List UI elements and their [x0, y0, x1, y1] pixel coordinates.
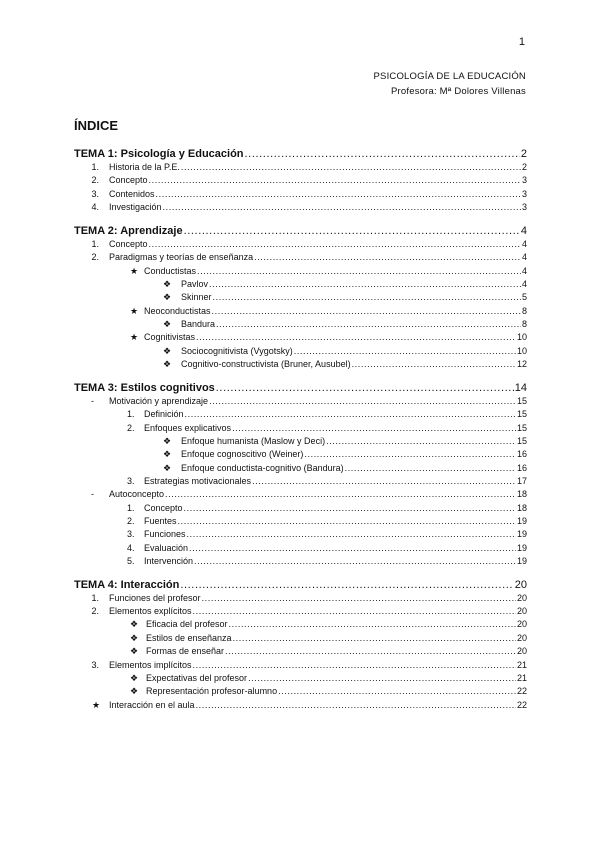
- toc-number: 2.: [91, 175, 99, 186]
- toc-text: TEMA 1: Psicología y Educación: [74, 148, 244, 160]
- toc-page: 5: [521, 292, 527, 303]
- star-icon: ★: [130, 265, 139, 276]
- toc-entry[interactable]: [74, 556, 527, 569]
- diamond-icon: ❖: [163, 462, 172, 473]
- toc-text: Estilos de enseñanza: [146, 632, 232, 643]
- toc-page: 22: [516, 699, 527, 710]
- toc-text: TEMA 4: Interacción: [74, 578, 180, 591]
- toc-text: Pavlov: [181, 278, 209, 289]
- teacher-header: Profesora: Mª Dolores Villenas: [390, 86, 526, 97]
- toc-entry[interactable]: [74, 449, 527, 462]
- toc-page: 3: [521, 202, 527, 213]
- dash-icon: -: [91, 489, 94, 500]
- toc-number: 1.: [91, 592, 99, 603]
- toc-entry[interactable]: [74, 436, 527, 449]
- toc-text: Historia de la P.E.: [109, 162, 180, 172]
- diamond-icon: ❖: [130, 646, 139, 657]
- toc-text: TEMA 2: Aprendizaje: [74, 224, 183, 237]
- toc-page: 15: [516, 409, 527, 420]
- toc-entry[interactable]: [74, 202, 527, 215]
- toc-text: Definición: [144, 409, 184, 420]
- star-icon: ★: [130, 305, 139, 316]
- toc-text: Contenidos: [109, 188, 155, 199]
- diamond-icon: ❖: [163, 435, 172, 446]
- diamond-icon: ❖: [163, 292, 172, 303]
- toc-entry[interactable]: [74, 503, 527, 516]
- toc-page: 3: [521, 175, 527, 186]
- toc-entry[interactable]: [74, 175, 527, 188]
- toc-text: Funciones del profesor: [109, 592, 201, 603]
- toc-entry[interactable]: [74, 700, 527, 713]
- toc-number: 3.: [91, 659, 99, 670]
- toc-page: 15: [516, 395, 527, 406]
- toc-entry[interactable]: [74, 306, 527, 319]
- toc-entry[interactable]: [74, 252, 527, 265]
- toc-text: Fuentes: [144, 515, 177, 526]
- toc-text: Autoconcepto: [109, 489, 165, 500]
- toc-text: Formas de enseñar: [146, 646, 225, 657]
- toc-page: 10: [516, 332, 527, 343]
- toc-tema-2[interactable]: [74, 225, 527, 239]
- toc-number: 2.: [91, 606, 99, 617]
- toc-entry[interactable]: [74, 646, 527, 659]
- toc-text: Intervención: [144, 555, 194, 566]
- toc-entry[interactable]: [74, 463, 527, 476]
- diamond-icon: ❖: [130, 672, 139, 683]
- toc-text: Estrategias motivacionales: [144, 475, 252, 486]
- toc-page: 20: [516, 606, 527, 617]
- toc-page: 8: [521, 318, 527, 329]
- toc-tema-1[interactable]: [74, 148, 527, 162]
- toc-text: Evaluación: [144, 542, 189, 553]
- toc-page: 18: [516, 489, 527, 500]
- toc-page: 20: [516, 592, 527, 603]
- toc-tema-3[interactable]: [74, 382, 527, 396]
- toc-page: 17: [516, 475, 527, 486]
- toc-text: Investigación: [109, 202, 162, 213]
- toc-text: Elementos implícitos: [109, 659, 192, 670]
- diamond-icon: ❖: [163, 358, 172, 369]
- toc-text: Enfoques explicativos: [144, 422, 232, 433]
- toc-text: Expectativas del profesor: [146, 672, 248, 683]
- toc-page: 12: [516, 358, 527, 369]
- toc-text: Paradigmas y teorías de enseñanza: [109, 252, 254, 263]
- diamond-icon: ❖: [130, 632, 139, 643]
- toc-entry[interactable]: [74, 346, 527, 359]
- toc-entry[interactable]: [74, 516, 527, 529]
- toc-page: 21: [516, 659, 527, 670]
- toc-number: 3.: [91, 188, 99, 199]
- toc-page: 19: [516, 515, 527, 526]
- toc-entry[interactable]: [74, 396, 527, 409]
- toc-page: 4: [521, 252, 527, 263]
- toc-page: 2: [520, 148, 527, 160]
- toc-text: Concepto: [144, 502, 183, 513]
- diamond-icon: ❖: [130, 686, 139, 697]
- toc-entry[interactable]: [74, 529, 527, 542]
- toc-page: 20: [516, 632, 527, 643]
- toc-entry[interactable]: [74, 619, 527, 632]
- toc-entry[interactable]: [74, 633, 527, 646]
- toc-entry[interactable]: [74, 319, 527, 332]
- toc-page: 15: [516, 435, 527, 446]
- toc-entry[interactable]: [74, 266, 527, 279]
- toc-page: 18: [516, 502, 527, 513]
- toc-number: 3.: [127, 529, 135, 540]
- toc-entry[interactable]: [74, 673, 527, 686]
- toc-page: 8: [521, 305, 527, 316]
- toc-number: 4.: [127, 542, 135, 553]
- toc-entry[interactable]: [74, 606, 527, 619]
- toc-page: 19: [516, 555, 527, 566]
- toc-entry[interactable]: [74, 593, 527, 606]
- toc-number: 1.: [127, 502, 135, 513]
- toc-text: Bandura: [181, 318, 216, 329]
- star-icon: ★: [130, 332, 139, 343]
- toc-page: 2: [521, 162, 527, 172]
- toc-page: 22: [516, 686, 527, 697]
- toc-page: 4: [521, 278, 527, 289]
- toc-text: Eficacia del profesor: [146, 619, 228, 630]
- toc-tema-4[interactable]: [74, 579, 527, 593]
- toc-text: Conductistas: [144, 265, 197, 276]
- toc-entry[interactable]: [74, 332, 527, 345]
- toc-text: Cognitivistas: [144, 332, 196, 343]
- toc-page: 15: [516, 422, 527, 433]
- toc-entry[interactable]: [74, 543, 527, 556]
- toc-text: Skinner: [181, 292, 212, 303]
- toc-text: Concepto: [109, 175, 148, 186]
- toc-entry[interactable]: [74, 489, 527, 502]
- toc-text: Representación profesor-alumno: [146, 686, 278, 697]
- toc-text: TEMA 3: Estilos cognitivos: [74, 381, 215, 394]
- toc-page: 4: [520, 224, 527, 237]
- toc-number: 1.: [127, 409, 135, 420]
- toc-page: 20: [516, 619, 527, 630]
- toc-entry[interactable]: [74, 409, 527, 422]
- diamond-icon: ❖: [130, 619, 139, 630]
- toc-text: Enfoque humanista (Maslow y Deci): [181, 435, 326, 446]
- toc-text: Enfoque cognoscitivo (Weiner): [181, 449, 304, 460]
- toc-page: 20: [514, 578, 527, 591]
- toc-text: Interacción en el aula: [109, 699, 195, 710]
- toc-entry[interactable]: [74, 239, 527, 252]
- toc-page: 10: [516, 345, 527, 356]
- toc-page: 19: [516, 542, 527, 553]
- index-title: ÍNDICE: [74, 118, 119, 133]
- toc-page: 14: [514, 381, 527, 394]
- toc-number: 4.: [91, 202, 99, 213]
- toc-number: 2.: [91, 252, 99, 263]
- toc-number: 1.: [91, 238, 99, 249]
- toc-page: 19: [516, 529, 527, 540]
- toc-number: 1.: [91, 162, 99, 172]
- toc-page: 3: [521, 188, 527, 199]
- toc-entry[interactable]: [74, 686, 527, 699]
- toc-entry[interactable]: [74, 423, 527, 436]
- toc-number: 2.: [127, 515, 135, 526]
- toc-text: Sociocognitivista (Vygotsky): [181, 345, 293, 356]
- toc-text: Enfoque conductista-cognitivo (Bandura): [181, 462, 344, 473]
- toc-entry[interactable]: [74, 476, 527, 489]
- toc-number: 5.: [127, 555, 135, 566]
- toc-number: 2.: [127, 422, 135, 433]
- toc-page: 4: [521, 265, 527, 276]
- toc-entry[interactable]: [74, 660, 527, 673]
- dash-icon: -: [91, 395, 94, 406]
- diamond-icon: ❖: [163, 449, 172, 460]
- diamond-icon: ❖: [163, 278, 172, 289]
- toc-page: 16: [516, 462, 527, 473]
- toc-number: 3.: [127, 475, 135, 486]
- toc-text: Cognitivo-constructivista (Bruner, Ausubel): [181, 358, 351, 369]
- diamond-icon: ❖: [163, 318, 172, 329]
- star-icon: ★: [92, 699, 101, 710]
- toc-page: 21: [516, 672, 527, 683]
- toc-entry[interactable]: [74, 292, 527, 305]
- toc-text: Funciones: [144, 529, 186, 540]
- toc-entry[interactable]: [74, 162, 527, 175]
- toc-entry[interactable]: [74, 359, 527, 372]
- toc-text: Neoconductistas: [144, 305, 211, 316]
- diamond-icon: ❖: [163, 345, 172, 356]
- toc-entry[interactable]: [74, 279, 527, 292]
- toc-text: Motivación y aprendizaje: [109, 395, 209, 406]
- toc-text: Elementos explícitos: [109, 606, 192, 617]
- page-number: 1: [518, 36, 525, 48]
- toc-entry[interactable]: [74, 189, 527, 202]
- toc-text: Concepto: [109, 238, 148, 249]
- toc-page: 16: [516, 449, 527, 460]
- subject-header: PSICOLOGÍA DE LA EDUCACIÓN: [373, 71, 526, 82]
- table-of-contents: [74, 148, 527, 713]
- toc-page: 20: [516, 646, 527, 657]
- toc-page: 4: [521, 238, 527, 249]
